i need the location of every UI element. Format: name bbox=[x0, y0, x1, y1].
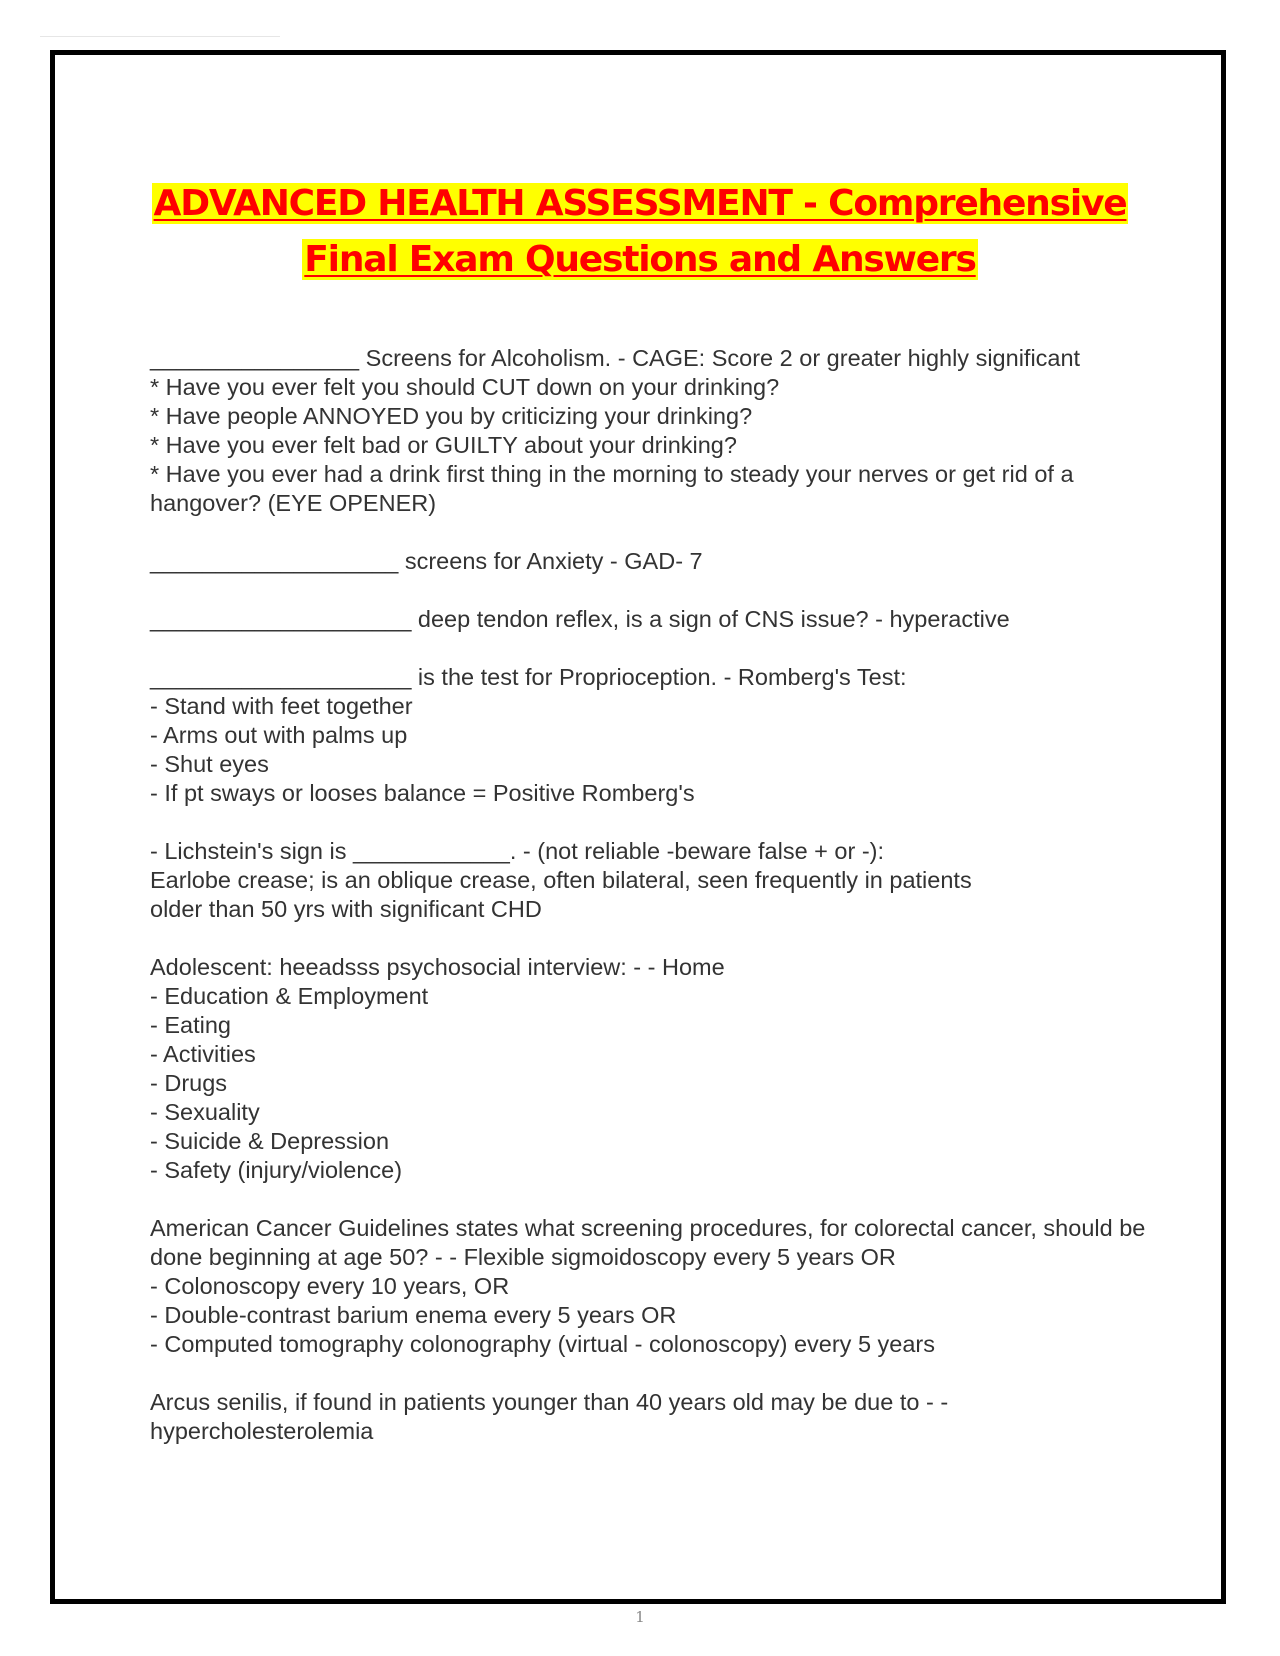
answer-line: - Suicide & Depression bbox=[150, 1128, 390, 1154]
answer-line: * Have you ever felt bad or GUILTY about your drinking? bbox=[150, 432, 737, 458]
answer-line: - Double-contrast barium enema every 5 years OR bbox=[150, 1302, 677, 1328]
question-text: ________________ Screens for Alcoholism. - CAGE: Score 2 or greater highly significant bbox=[150, 345, 1081, 371]
answer-line: * Have people ANNOYED you by criticizing your drinking? bbox=[150, 403, 753, 429]
question-text: - Lichstein's sign is ____________. - (not reliable -beware false + or -): bbox=[150, 838, 885, 864]
answer-line: - Computed tomography colonography (virtual - colonoscopy) every 5 years bbox=[150, 1331, 936, 1357]
answer-line: - Activities bbox=[150, 1041, 256, 1067]
answer-line: - Eating bbox=[150, 1012, 231, 1038]
answer-line: - Sexuality bbox=[150, 1099, 260, 1125]
question-text: ____________________ is the test for Proprioception. - Romberg's Test: bbox=[150, 664, 907, 690]
question-block bbox=[150, 605, 1150, 634]
question-text: American Cancer Guidelines states what screening procedures, for colorectal cancer, should be done beginning at age 50? - - Flexible sigmoidoscopy every 5 years OR bbox=[150, 1215, 1146, 1270]
question-list bbox=[150, 344, 1150, 1475]
answer-line: - Shut eyes bbox=[150, 751, 269, 777]
answer-line: - Safety (injury/violence) bbox=[150, 1157, 403, 1183]
question-text: ___________________ screens for Anxiety - GAD- 7 bbox=[150, 548, 703, 574]
question-block bbox=[150, 663, 1150, 808]
answer-line: older than 50 yrs with significant CHD bbox=[150, 896, 542, 922]
question-text: Arcus senilis, if found in patients younger than 40 years old may be due to - - hypercholesterolemia bbox=[150, 1389, 949, 1444]
header-rule bbox=[40, 36, 280, 37]
answer-line: - Drugs bbox=[150, 1070, 228, 1096]
question-block bbox=[150, 1388, 1150, 1446]
question-text: ____________________ deep tendon reflex, is a sign of CNS issue? - hyperactive bbox=[150, 606, 1010, 632]
question-block bbox=[150, 344, 1150, 518]
question-block bbox=[150, 953, 1150, 1185]
answer-line: - Stand with feet together bbox=[150, 693, 413, 719]
answer-line: - Arms out with palms up bbox=[150, 722, 408, 748]
answer-line: - Education & Employment bbox=[150, 983, 429, 1009]
answer-line: * Have you ever felt you should CUT down on your drinking? bbox=[150, 374, 780, 400]
question-block bbox=[150, 837, 1150, 924]
question-block bbox=[150, 1214, 1150, 1359]
answer-line: Earlobe crease; is an oblique crease, often bilateral, seen frequently in patients bbox=[150, 867, 972, 893]
question-block bbox=[150, 547, 1150, 576]
answer-line: - Colonoscopy every 10 years, OR bbox=[150, 1273, 510, 1299]
title-line-2: Final Exam Questions and Answers bbox=[304, 239, 976, 280]
answer-line: - If pt sways or looses balance = Positive Romberg's bbox=[150, 780, 695, 806]
document-title bbox=[100, 176, 1180, 288]
title-line-1: ADVANCED HEALTH ASSESSMENT - Comprehensive bbox=[153, 183, 1127, 224]
page-number: 1 bbox=[635, 1608, 645, 1626]
answer-line: * Have you ever had a drink first thing in the morning to steady your nerves or get rid of a hangover? (EYE OPENER) bbox=[150, 461, 1074, 516]
question-text: Adolescent: heeadsss psychosocial interview: - - Home bbox=[150, 954, 725, 980]
